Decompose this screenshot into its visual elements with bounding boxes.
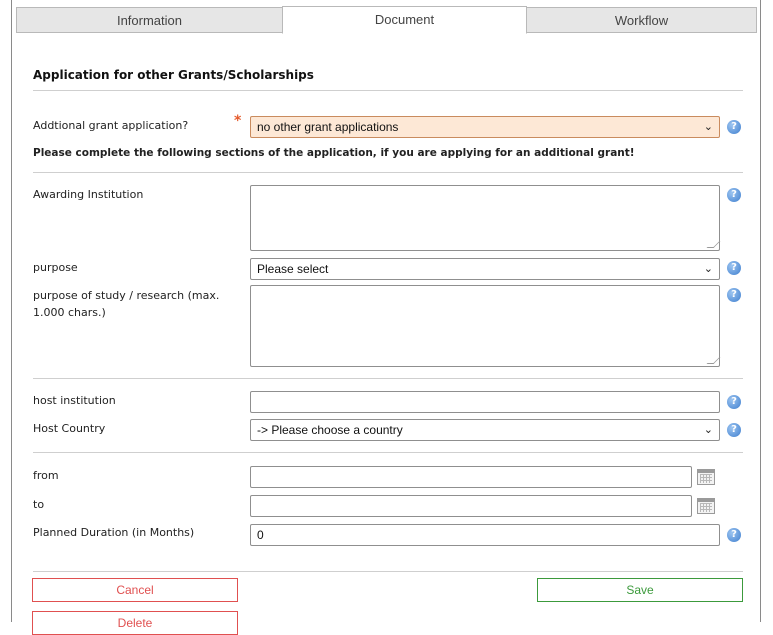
- tab-bar: [16, 7, 757, 34]
- from-label: from: [33, 469, 59, 482]
- tab-workflow[interactable]: Workflow: [526, 7, 757, 33]
- tab-document[interactable]: Document: [282, 6, 527, 34]
- to-label: to: [33, 498, 45, 511]
- divider: [33, 90, 743, 91]
- page-frame-left: [11, 0, 12, 622]
- page-frame-right: [760, 0, 761, 622]
- question-mark-icon[interactable]: ?: [727, 395, 741, 409]
- host-country-label: Host Country: [33, 422, 106, 435]
- question-mark-icon[interactable]: ?: [727, 288, 741, 302]
- divider: [33, 378, 743, 379]
- cancel-button[interactable]: Cancel: [32, 578, 238, 602]
- additional-grant-value: no other grant applications: [257, 120, 399, 134]
- host-country-select[interactable]: [250, 419, 720, 441]
- asterisk-icon: *: [234, 113, 242, 129]
- host-country-value: -> Please choose a country: [257, 423, 403, 437]
- planned-duration-label: Planned Duration (in Months): [33, 526, 195, 539]
- chevron-down-icon: ⌄: [703, 121, 713, 133]
- additional-grant-select[interactable]: [250, 116, 720, 138]
- purpose-of-study-label-line1: purpose of study / research (max.: [33, 289, 220, 302]
- question-mark-icon[interactable]: ?: [727, 188, 741, 202]
- awarding-institution-label: Awarding Institution: [33, 188, 144, 201]
- question-mark-icon[interactable]: ?: [727, 528, 741, 542]
- from-date-input[interactable]: [250, 466, 692, 488]
- purpose-label: purpose: [33, 261, 78, 274]
- planned-duration-input[interactable]: 0: [250, 524, 720, 546]
- purpose-of-study-label-line2: 1.000 chars.): [33, 306, 106, 319]
- purpose-select[interactable]: [250, 258, 720, 280]
- to-date-input[interactable]: [250, 495, 692, 517]
- save-button[interactable]: Save: [537, 578, 743, 602]
- question-mark-icon[interactable]: ?: [727, 423, 741, 437]
- divider: [33, 571, 743, 572]
- question-mark-icon[interactable]: ?: [727, 261, 741, 275]
- tab-information[interactable]: Information: [16, 7, 283, 33]
- section-title: Application for other Grants/Scholarships: [33, 68, 314, 82]
- calendar-icon[interactable]: [697, 498, 715, 514]
- instruction-text: Please complete the following sections of the application, if you are applying for an additional grant!: [33, 147, 635, 159]
- divider: [33, 452, 743, 453]
- host-institution-label: host institution: [33, 394, 116, 407]
- additional-grant-label: Addtional grant application?: [33, 119, 189, 132]
- awarding-institution-textarea[interactable]: [250, 185, 720, 251]
- delete-button[interactable]: Delete: [32, 611, 238, 635]
- question-mark-icon[interactable]: ?: [727, 120, 741, 134]
- chevron-down-icon: ⌄: [703, 424, 713, 436]
- host-institution-input[interactable]: [250, 391, 720, 413]
- purpose-value: Please select: [257, 262, 329, 276]
- divider: [33, 172, 743, 173]
- chevron-down-icon: ⌄: [703, 263, 713, 275]
- calendar-icon[interactable]: [697, 469, 715, 485]
- purpose-of-study-textarea[interactable]: [250, 285, 720, 367]
